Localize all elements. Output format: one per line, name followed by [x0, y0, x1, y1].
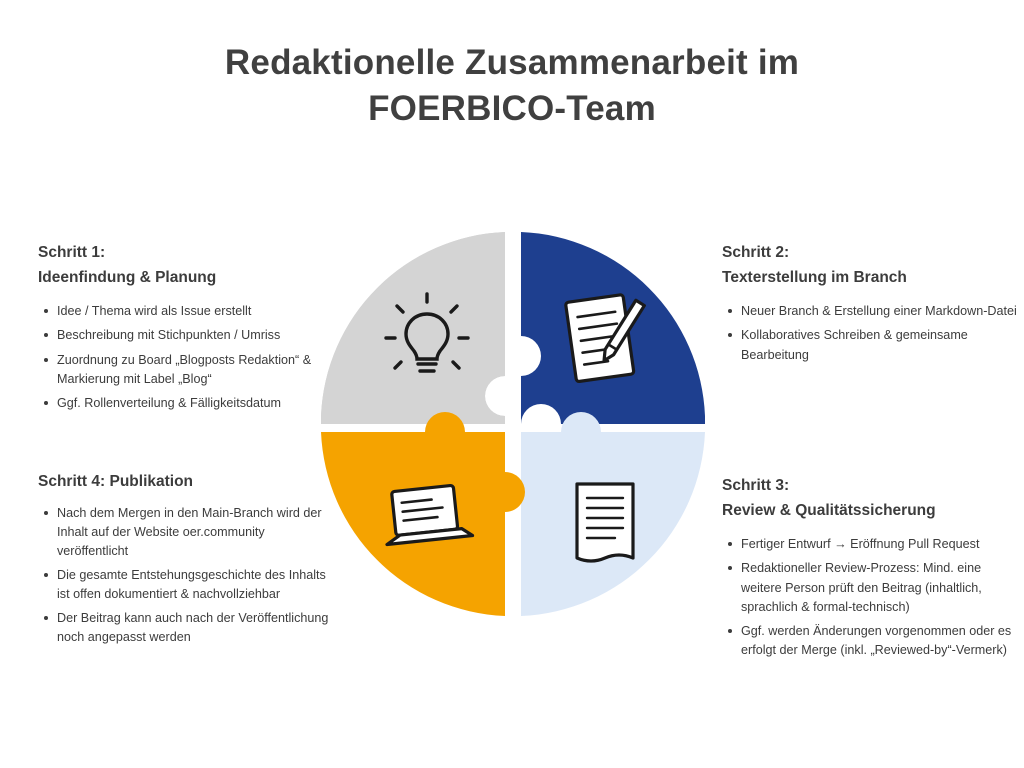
step-3-heading-line-1: Schritt 3:	[722, 477, 790, 494]
step-3-heading	[722, 473, 1020, 523]
list-item: Redaktioneller Review-Prozess: Mind. eine weitere Person prüft den Beitrag (inhaltlich, sprachlich & formal-technisch)	[739, 559, 1020, 616]
list-item: Zuordnung zu Board „Blogposts Redaktion“ & Markierung mit Label „Blog“	[55, 351, 338, 389]
step-block-4	[38, 473, 338, 653]
list-item: Neuer Branch & Erstellung einer Markdown-Datei	[739, 302, 1020, 321]
step-block-3	[722, 473, 1020, 665]
step-1-heading-line-1: Schritt 1:	[38, 244, 106, 261]
list-item: Ggf. werden Änderungen vorgenommen oder es erfolgt der Merge (inkl. „Reviewed-by“-Vermerk)	[739, 622, 1020, 660]
step-block-1	[38, 240, 338, 418]
puzzle-diagram	[317, 228, 709, 620]
page-title	[0, 40, 1024, 132]
step-2-heading	[722, 240, 1020, 290]
step-2-list	[722, 302, 1020, 364]
list-item: Ggf. Rollenverteilung & Fälligkeitsdatum	[55, 394, 338, 413]
document-checklist-icon	[577, 484, 633, 561]
page-title-line-2: FOERBICO-Team	[368, 89, 656, 129]
step-2-heading-line-2: Texterstellung im Branch	[722, 269, 907, 287]
list-item: Idee / Thema wird als Issue erstellt	[55, 302, 338, 321]
list-item: Kollaboratives Schreiben & gemeinsame Bearbeitung	[739, 326, 1020, 364]
puzzle-piece-step1	[321, 232, 505, 424]
step-3-heading-line-2: Review & Qualitätssicherung	[722, 502, 936, 520]
step-1-heading-line-2: Ideenfindung & Planung	[38, 269, 217, 287]
list-item: Die gesamte Entstehungsgeschichte des Inhalts ist offen dokumentiert & nachvollziehbar	[55, 566, 338, 604]
step-2-heading-line-1: Schritt 2:	[722, 244, 790, 261]
step-1-heading	[38, 240, 338, 290]
list-item: Beschreibung mit Stichpunkten / Umriss	[55, 326, 338, 345]
step-4-list	[38, 504, 338, 648]
step-4-heading	[38, 473, 338, 492]
step-4-heading-line-1: Schritt 4: Publikation	[38, 473, 194, 490]
list-item: Nach dem Mergen in den Main-Branch wird der Inhalt auf der Website oer.community veröffentlicht	[55, 504, 338, 561]
list-item: Der Beitrag kann auch nach der Veröffentlichung noch angepasst werden	[55, 609, 338, 647]
step-3-list	[722, 535, 1020, 660]
step-block-2	[722, 240, 1020, 370]
list-item: Fertiger Entwurf → Eröffnung Pull Request	[739, 535, 1020, 554]
step-1-list	[38, 302, 338, 413]
page-title-line-1: Redaktionelle Zusammenarbeit im	[224, 43, 800, 82]
